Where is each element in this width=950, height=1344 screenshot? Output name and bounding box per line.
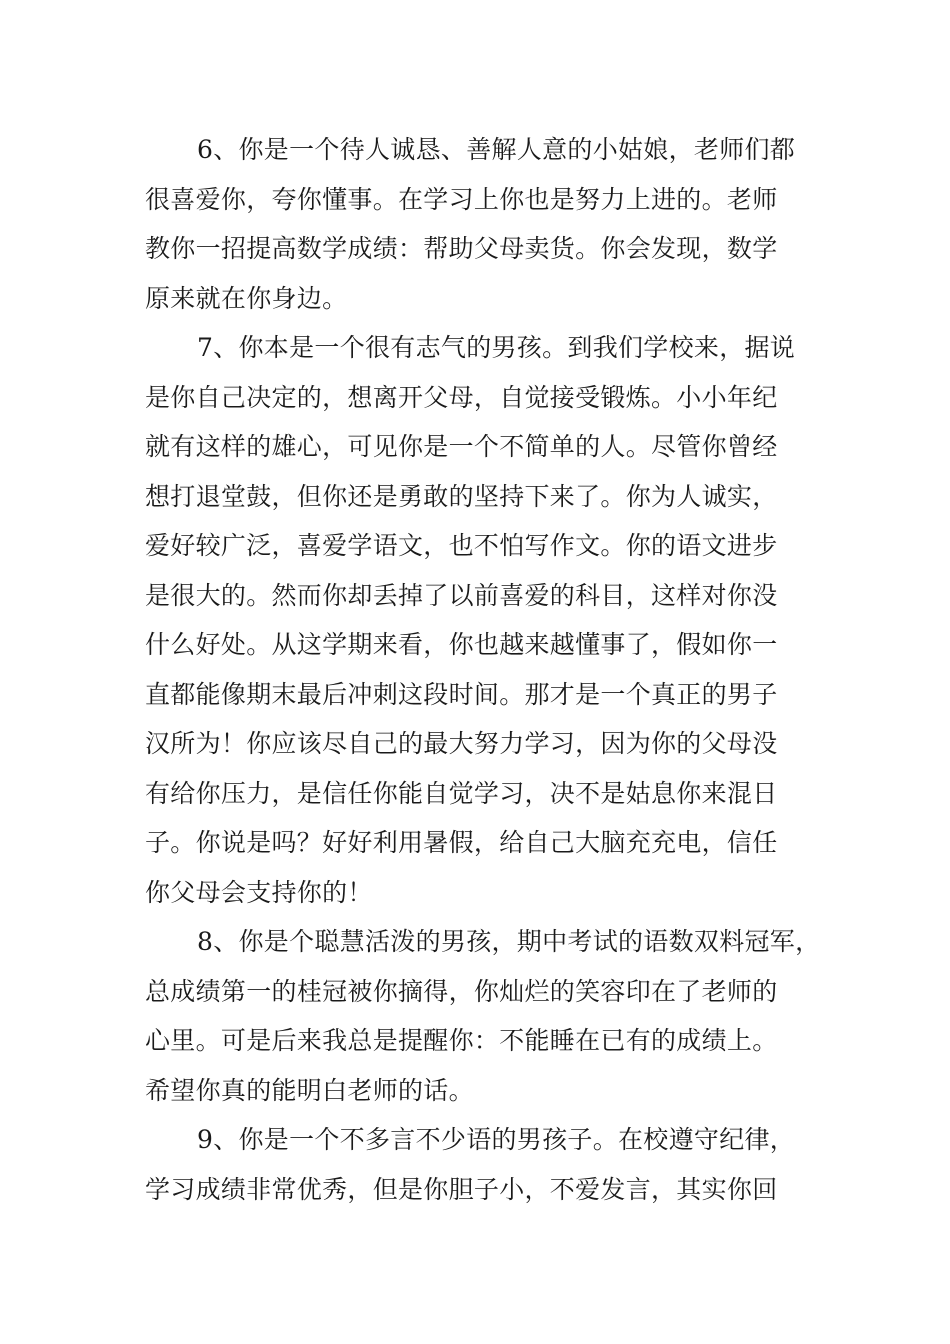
text-line: 爱好较广泛，喜爱学语文，也不怕写作文。你的语文进步 [145,531,778,560]
text-line: 汉所为！你应该尽自己的最大努力学习，因为你的父母没 [145,729,778,758]
text-line: 教你一招提高数学成绩：帮助父母卖货。你会发现，数学 [145,234,778,263]
text-line: 是你自己决定的，想离开父母，自觉接受锻炼。小小年纪 [145,382,778,412]
paragraph-8 [145,917,820,1115]
text-line: 6、你是一个待人诚恳、善解人意的小姑娘，老师们都 [197,135,796,164]
paragraph-6 [145,125,795,323]
text-line: 有给你压力，是信任你能自觉学习，决不是姑息你来混日 [145,778,778,808]
text-line: 就有这样的雄心，可见你是一个不简单的人。尽管你曾经 [145,432,778,461]
text-line: 是很大的。然而你却丢掉了以前喜爱的科目，这样对你没 [145,580,778,610]
text-line: 学习成绩非常优秀，但是你胆子小，不爱发言，其实你回 [145,1174,778,1204]
text-line: 想打退堂鼓，但你还是勇敢的坚持下来了。你为人诚实， [145,481,778,511]
paragraph-7 [145,323,795,917]
text-line: 直都能像期末最后冲刺这段时间。那才是一个真正的男子 [145,679,778,709]
text-line: 希望你真的能明白老师的话。 [145,1075,474,1105]
text-line: 什么好处。从这学期来看，你也越来越懂事了，假如你一 [145,630,778,659]
paragraph-9 [145,1115,795,1214]
text-line: 总成绩第一的桂冠被你摘得，你灿烂的笑容印在了老师的 [145,976,778,1006]
text-line: 9、你是一个不多言不少语的男孩子。在校遵守纪律， [197,1125,796,1154]
text-line: 8、你是个聪慧活泼的男孩，期中考试的语数双料冠军， [197,927,821,956]
text-line: 子。你说是吗？好好利用暑假，给自己大脑充充电，信任 [145,828,778,857]
text-line: 心里。可是后来我总是提醒你：不能睡在已有的成绩上。 [145,1026,778,1055]
text-line: 很喜爱你，夸你懂事。在学习上你也是努力上进的。老师 [145,184,778,214]
text-line: 你父母会支持你的！ [145,877,373,907]
text-line: 7、你本是一个很有志气的男孩。到我们学校来，据说 [197,333,796,362]
text-line: 原来就在你身边。 [145,283,348,313]
